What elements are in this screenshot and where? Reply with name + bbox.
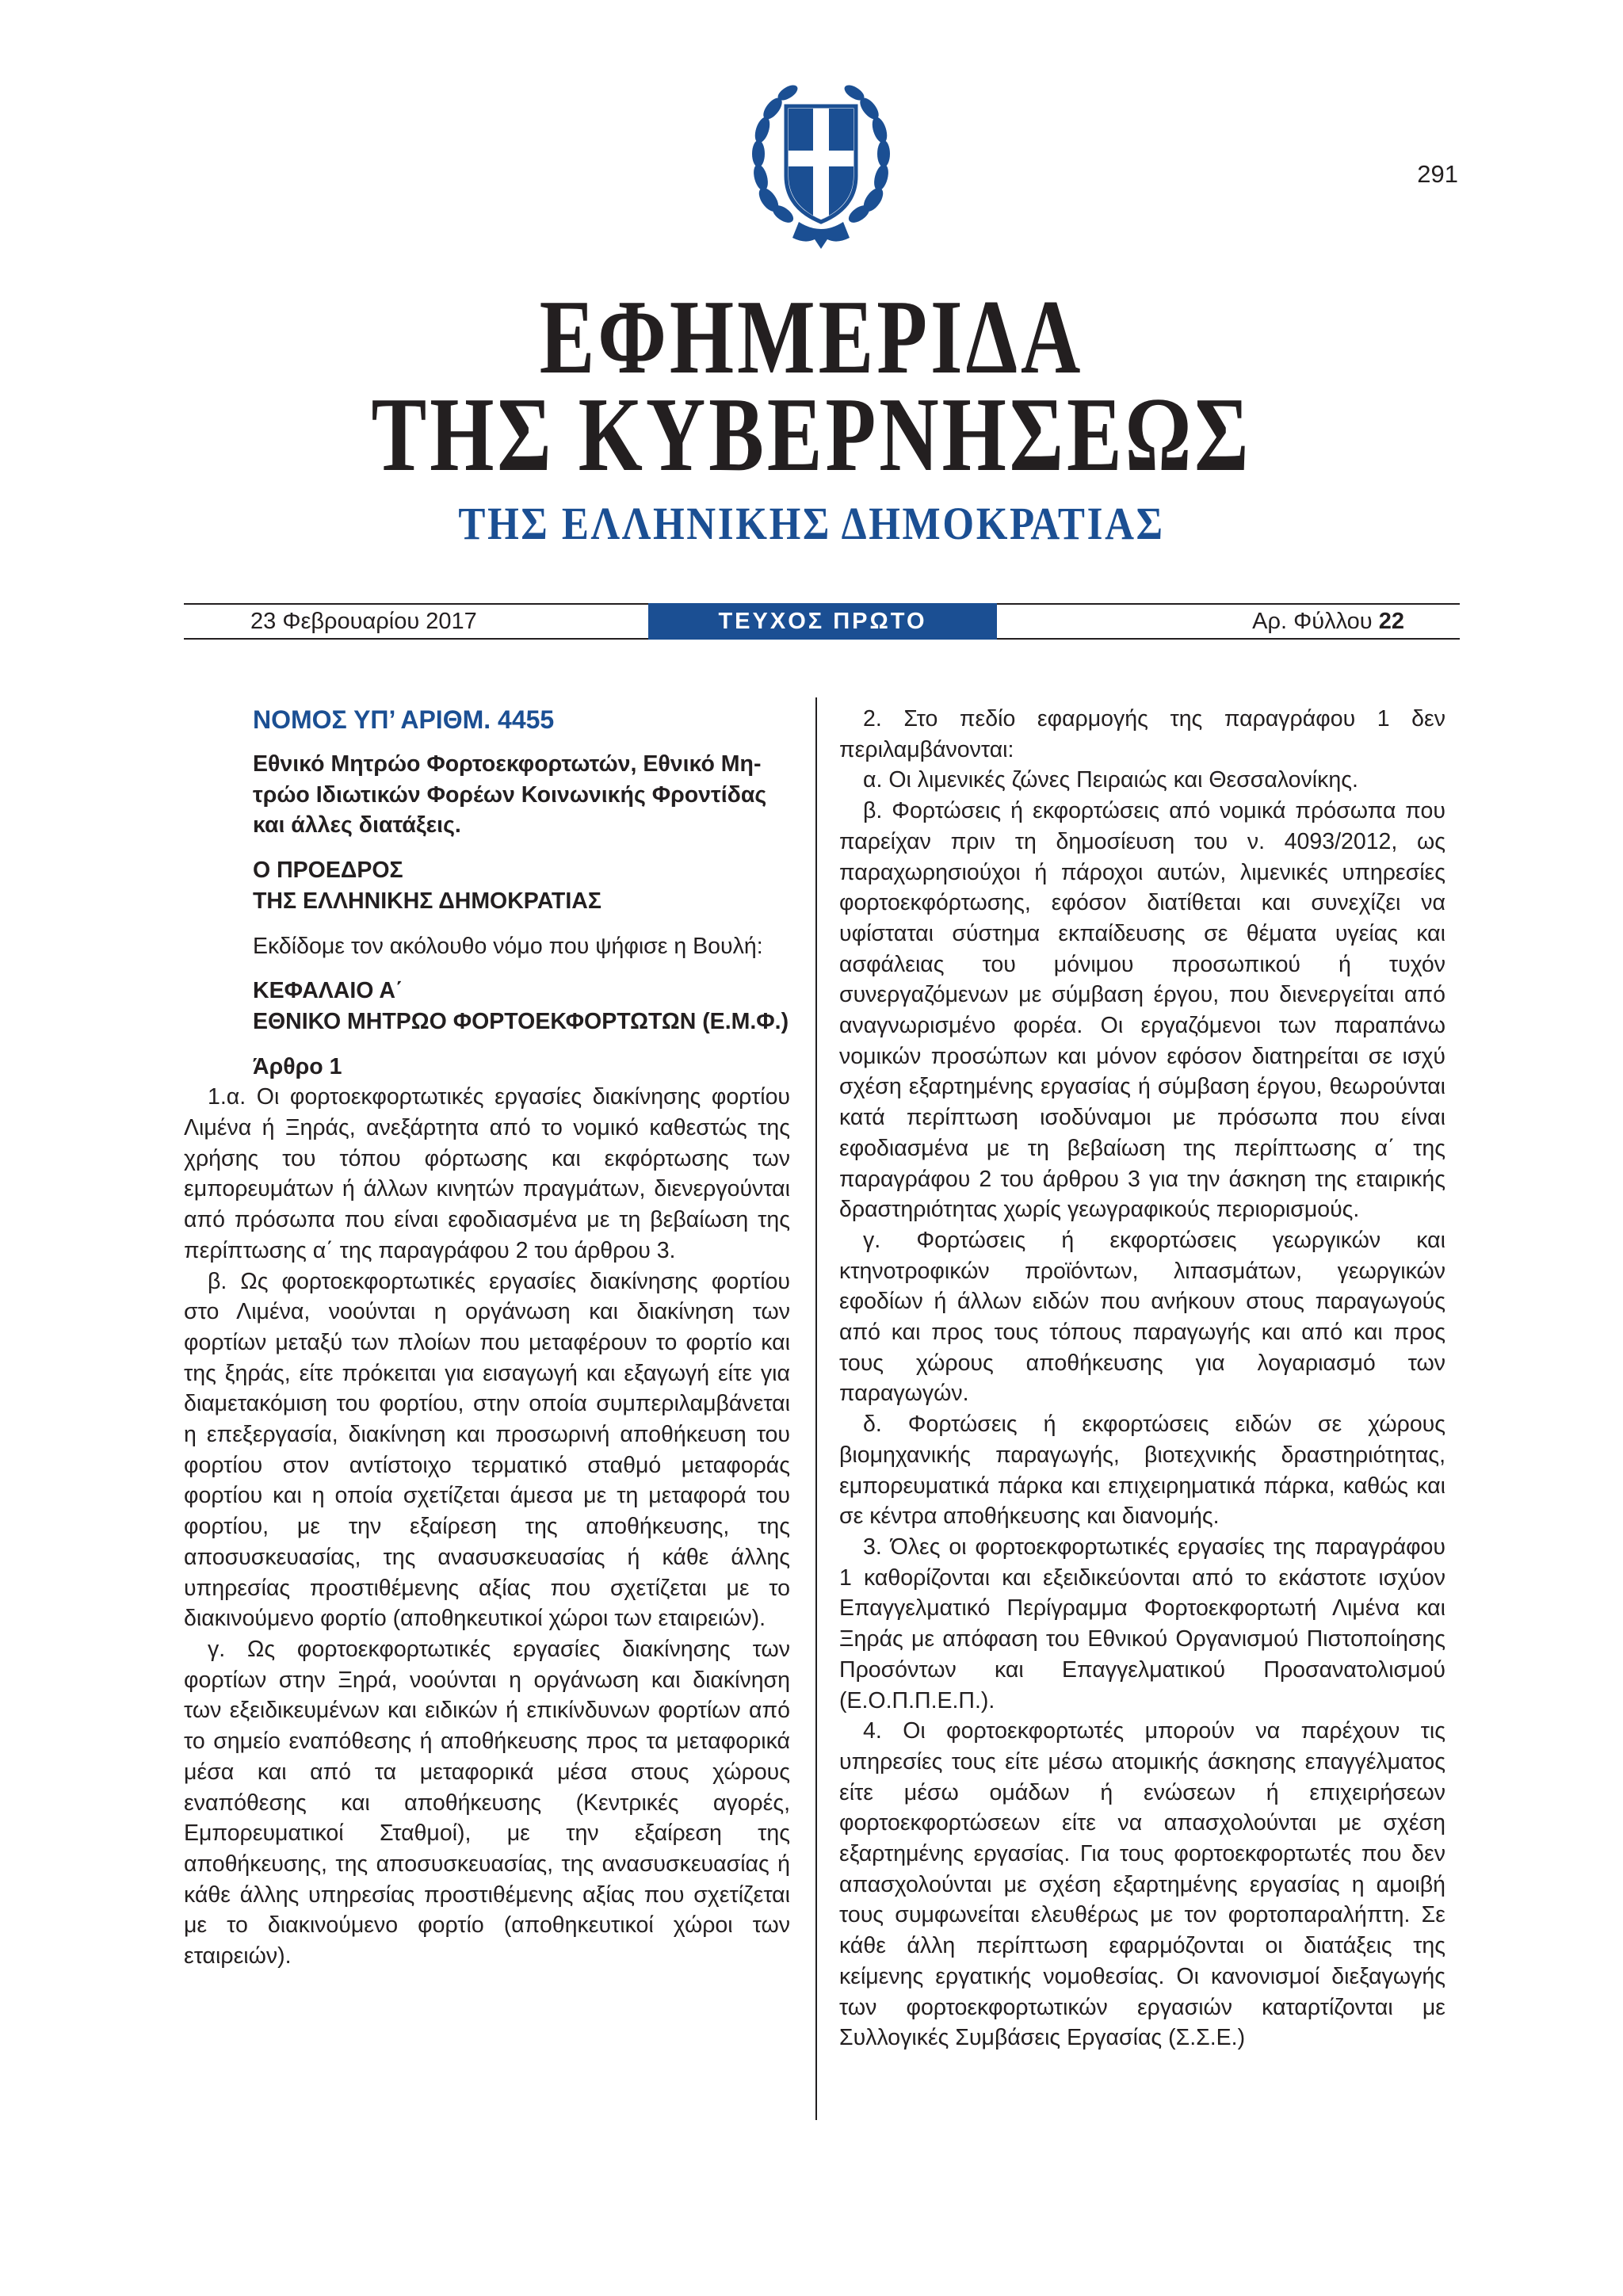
paragraph-2b: β. Φορτώσεις ή εκφορτώσεις από νομικά πρόσωπα που παρείχαν πριν τη δημοσίευση του ν. 4093/2012, ως παραχωρησιούχοι ή πάροχοι αυτών, λιμενικές υπηρεσίες φορτοεκφόρτωσης, εφόσον διατίθεται και συνεχίζει να υφίσταται σύστημα εκπαίδευσης σε θέματα υγείας και ασφάλειας του μόνιμου προσωπικού ή τυχόν συνεργαζόμενων με σύμβαση έργου, που διενεργείται από αναγνωρισμένο φορέα. Οι εργαζόμενοι των παραπάνω νομικών προσώπων και μόνον εφόσον διατηρείται σε ισχύ σχέση εξαρτημένης εργασίας ή σύμβαση έργου, θεωρούνται κατά περίπτωση ισοδύναμοι με πρόσωπα που είναι εφοδιασμένα με τη βεβαίωση της περίπτωσης α΄ της παραγράφου 2 του άρθρου 3 για την άσκηση της εταιρικής δραστηριότητας χωρίς γεωγραφικούς περιορισμούς. bbox=[839, 798, 1445, 1223]
right-column bbox=[839, 704, 1445, 2053]
chapter-line: ΚΕΦΑΛΑΙΟ Α΄ bbox=[253, 978, 403, 1004]
issue-sheet-value: 22 bbox=[1378, 609, 1404, 634]
paragraph-2c: γ. Φορτώσεις ή εκφορτώσεις γεωργικών και κτηνοτροφικών προϊόντων, λιπασμάτων, γεωργικών εφοδίων ή άλλων ειδών που ανήκουν στους παραγωγούς από και προς τους τόπους παραγωγής και από και προς τους χώρους αποθήκευσης για λογαριασμό των παραγωγών. bbox=[839, 1227, 1445, 1407]
masthead-subtitle: ΤΗΣ ΕΛΛΗΝΙΚΗΣ ΔΗΜΟΚΡΑΤΙΑΣ bbox=[458, 498, 1165, 549]
paragraph-1c: γ. Ως φορτοεκφορτωτικές εργασίες διακίνησης των φορτίων στην Ξηρά, νοούνται η οργάνωση και διακίνηση των εξειδικευμένων και ειδικών ή επικίνδυνων φορτίων από το σημείο εναπόθεσης ή αποθήκευσης προς τα μεταφορικά μέσα και από τα μεταφορικά μέσα στους χώρους εναπόθεσης και αποθήκευσης (Κεντρικές αγορές, Εμπορευματικοί Σταθμοί), με την εξαίρεση της αποθήκευσης, της αποσυσκευασίας, της ανασυσκευασίας ή κάθε άλλης υπηρεσίας προστιθέμενης αξίας που σχετίζεται με το διακινούμενο φορτίο (αποθηκευτικοί χώροι των εταιρειών). bbox=[184, 1636, 790, 1969]
paragraph-4: 4. Οι φορτοεκφορτωτές μπορούν να παρέχουν τις υπηρεσίες τους είτε μέσω ατομικής άσκησης επαγγέλματος είτε μέσω ομάδων ή ενώσεων ή επιχειρήσεων φορτοεκφορτώσεων είτε να απασχολούνται με σχέση εξαρτημένης εργασίας. Για τους φορτοεκφορτωτές που δεν απασχολούνται με σχέση εξαρτημένης εργασίας η αμοιβή τους συμφωνείται ελευθέρως με τον φορτοπαραλήπτη. Σε κάθε άλλη περίπτωση εφαρμόζονται οι διατάξεις της κείμενης εργατικής νομοθεσίας. Οι κανονισμοί διεξαγωγής των φορτοεκφορτωτικών εργασιών καταρτίζονται με Συλλογικές Συμβάσεις Εργασίας (Σ.Σ.Ε.) bbox=[839, 1718, 1445, 2051]
issue-type-badge: ΤΕΥΧΟΣ ΠΡΩΤΟ bbox=[648, 603, 997, 640]
column-divider bbox=[815, 697, 817, 2120]
masthead-title-line2: ΤΗΣ ΚΥΒΕΡΝΗΣΕΩΣ bbox=[371, 376, 1252, 493]
chapter-heading bbox=[253, 976, 790, 1037]
president-line: Ο ΠΡΟΕΔΡΟΣ bbox=[253, 858, 403, 884]
paragraph-2a: α. Οι λιμενικές ζώνες Πειραιώς και Θεσσαλονίκης. bbox=[863, 767, 1358, 793]
greek-coat-of-arms-icon bbox=[751, 81, 891, 249]
issue-bar bbox=[184, 603, 1460, 640]
paragraph-1b: β. Ως φορτοεκφορτωτικές εργασίες διακίνησης φορτίου στο Λιμένα, νοούνται η οργάνωση και διακίνηση των φορτίων μεταξύ των πλοίων που μεταφέρουν το φορτίο και της ξηράς, είτε πρόκειται για εισαγωγή και εξαγωγή είτε για διαμετακόμιση του φορτίου, στην οποία συμπεριλαμβάνεται η επεξεργασία, διακίνηση και προσωρινή αποθήκευση του φορτίου στον αντίστοιχο τερματικό σταθμό μεταφοράς φορτίου και η οποία σχετίζεται άμεσα με τη μεταφορά του φορτίου, με την εξαίρεση της αποθήκευσης, της αποσυσκευασίας, της ανασυσκευασίας ή κάθε άλλης υπηρεσίας προστιθέμενης αξίας που σχετίζεται με το διακινούμενο φορτίο (αποθηκευτικοί χώροι των εταιρειών). bbox=[184, 1268, 790, 1632]
page-number: 291 bbox=[1417, 160, 1458, 188]
issue-sheet-label: Αρ. Φύλλου bbox=[1252, 609, 1373, 634]
left-column bbox=[184, 704, 790, 1972]
paragraph-2: 2. Στο πεδίο εφαρμογής της παραγράφου 1 δεν περιλαμβάνονται: bbox=[839, 706, 1445, 762]
law-number: ΝΟΜΟΣ ΥΠ’ ΑΡΙΘΜ. 4455 bbox=[253, 705, 555, 734]
masthead-title-line1: ΕΦΗΜΕΡΙΔΑ bbox=[539, 278, 1084, 395]
president-heading bbox=[253, 855, 790, 916]
law-subject bbox=[253, 749, 790, 841]
law-subject-line: τρώο Ιδιωτικών Φορέων Κοινωνικής Φροντίδας bbox=[253, 781, 767, 808]
issue-sheet-number bbox=[1252, 608, 1404, 635]
law-subject-line: και άλλες διατάξεις. bbox=[253, 812, 461, 839]
law-subject-line: Εθνικό Μητρώο Φορτοεκφορτωτών, Εθνικό Μη- bbox=[253, 751, 762, 777]
paragraph-2d: δ. Φορτώσεις ή εκφορτώσεις ειδών σε χώρους βιομηχανικής παραγωγής, βιοτεχνικής δραστηριότητας, εμπορευματικά πάρκα και επιχειρηματικά πάρκα, καθώς και σε κέντρα αποθήκευσης και διανομής. bbox=[839, 1412, 1445, 1530]
enacting-formula: Εκδίδομε τον ακόλουθο νόμο που ψήφισε η Βουλή: bbox=[253, 933, 763, 959]
chapter-line: ΕΘΝΙΚΟ ΜΗΤΡΩΟ ΦΟΡΤΟΕΚΦΟΡΤΩΤΩΝ (Ε.Μ.Φ.) bbox=[253, 1008, 789, 1034]
article-title: Άρθρο 1 bbox=[253, 1053, 342, 1079]
paragraph-3: 3. Όλες οι φορτοεκφορτωτικές εργασίες της παραγράφου 1 καθορίζονται και εξειδικεύονται από το εκάστοτε ισχύον Επαγγελματικό Περίγραμμα Φορτοεκφορτωτή Λιμένα και Ξηράς με απόφαση του Εθνικού Οργανισμού Πιστοποίησης Προσόντων και Επαγγελματικού Προσανατολισμού (Ε.Ο.Π.Π.Ε.Π.). bbox=[839, 1534, 1445, 1713]
president-line: ΤΗΣ ΕΛΛΗΝΙΚΗΣ ΔΗΜΟΚΡΑΤΙΑΣ bbox=[253, 888, 601, 914]
paragraph-1a: 1.α. Οι φορτοεκφορτωτικές εργασίες διακίνησης φορτίου Λιμένα ή Ξηράς, ανεξάρτητα από το νομικό καθεστώς της χρήσης του τόπου φόρτωσης και εκφόρτωσης των εμπορευμάτων ή άλλων κινητών πραγμάτων, διενεργούνται από πρόσωπα που είναι εφοδιασμένα με τη βεβαίωση της περίπτωσης α΄ της παραγράφου 2 του άρθρου 3. bbox=[184, 1084, 790, 1263]
issue-date: 23 Φεβρουαρίου 2017 bbox=[250, 609, 477, 634]
